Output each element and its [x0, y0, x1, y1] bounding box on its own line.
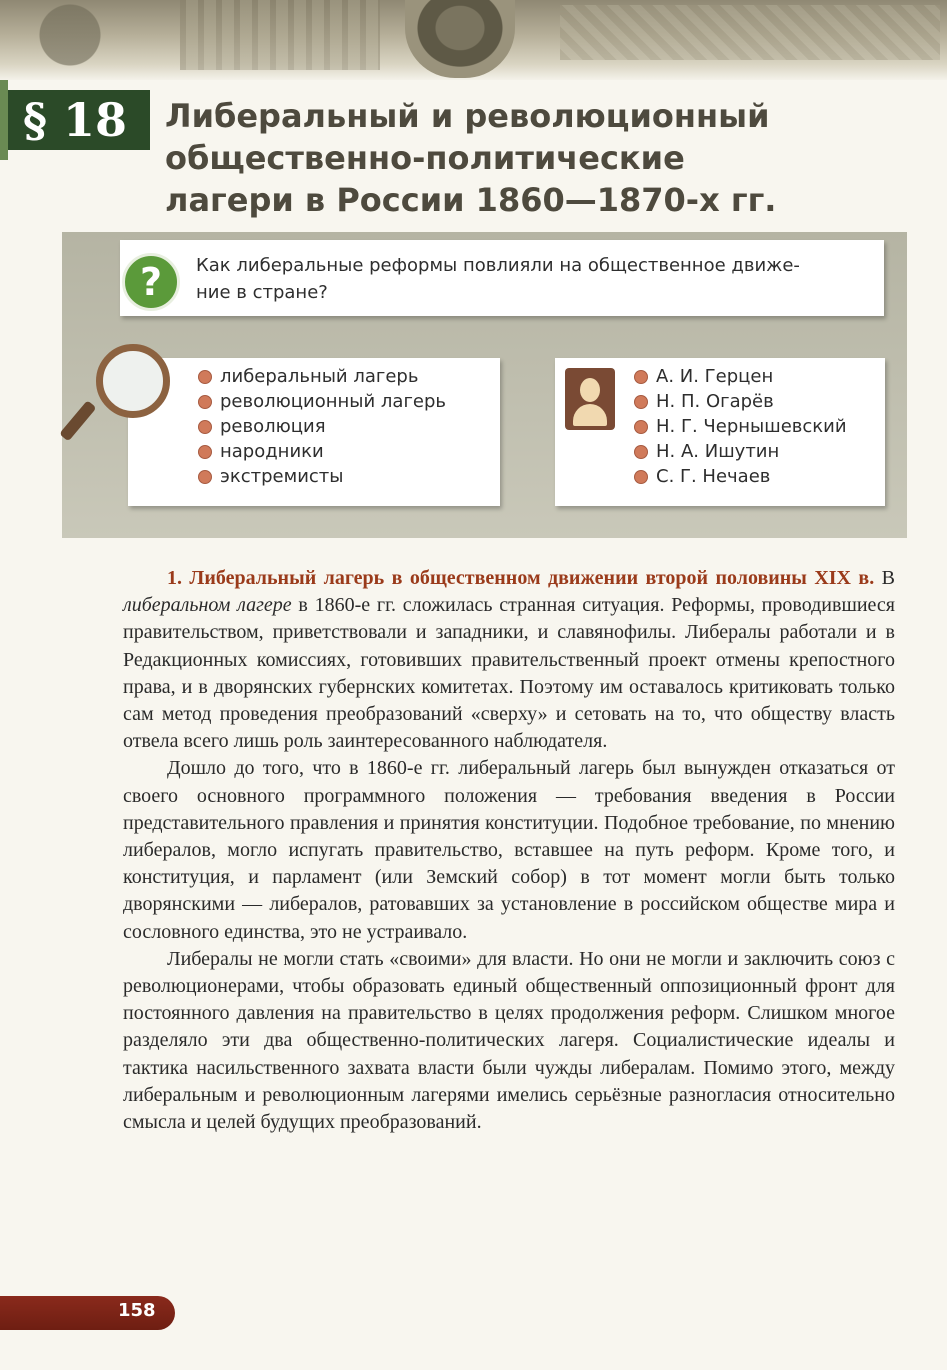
paragraph: Дошло до того, что в 1860-е гг. либеральный лагерь был вынужден отказаться от своего основного программного положения — требования введения в России представительного правления и принятия конституции. Подобное требование, по мнению либералов, могло испугать правительство, вставшее на путь реформ. Кроме того, и конституция, и парламент (или Земский собор) в тот момент могли быть только дворянскими — либералов, ратовавших за установление в российском обществе мира и сословного единства, это не устраивало. — [123, 757, 895, 943]
page-number: 158 — [118, 1300, 156, 1321]
question-text — [196, 252, 876, 306]
person-item: Н. А. Ишутин — [632, 439, 847, 464]
text-run: в 1860-е гг. сложилась странная ситуация. Реформы, проводившиеся правительством, приветствовали и западники, и славянофилы. Либералы работали и в Редакционных комиссиях, готовивших правительственный проект отмены крепостного права, и в дворянских губернских комитетах. Поэтому им оставалось критиковать только сам метод проведения преобразований «сверху» и сетовать на то, что обществу власть отвела всего лишь роль заинтересованного наблюдателя. — [123, 594, 895, 753]
banner-decoration — [560, 5, 940, 60]
title-line: общественно-политические — [165, 139, 685, 177]
italic-term: либеральном лагере — [123, 594, 292, 617]
person-silhouette-icon — [565, 368, 615, 430]
question-line: ние в стране? — [196, 282, 328, 303]
question-mark-icon: ? — [122, 253, 180, 311]
term-item: либеральный лагерь — [196, 364, 446, 389]
body-text — [123, 565, 895, 1136]
term-item: революция — [196, 414, 446, 439]
term-item: революционный лагерь — [196, 389, 446, 414]
term-item: экстремисты — [196, 464, 446, 489]
key-people-list — [632, 364, 847, 489]
banner-decoration — [0, 0, 140, 80]
banner-decoration — [180, 0, 380, 70]
paragraph: Либералы не могли стать «своими» для власти. Но они не могли и заключить союз с революционерами, чтобы образовать единый общественный оппозиционный фронт для постоянного давления на правительство в целях продолжения реформ. Слишком многое разделяло эти два общественно-политических лагеря. Социалистические идеалы и тактика насильственного захвата власти были чужды либералам. Помимо этого, между либеральным и революционным лагерями имелись серьёзные разногласия относительно смысла и целей будущих преобразований. — [123, 947, 895, 1134]
person-item: А. И. Герцен — [632, 364, 847, 389]
person-item: Н. П. Огарёв — [632, 389, 847, 414]
question-line: Как либеральные реформы повлияли на общественное движе- — [196, 255, 800, 276]
paragraph — [123, 565, 895, 755]
header-banner — [0, 0, 947, 80]
section-number: § 18 — [0, 90, 150, 150]
subsection-heading: 1. Либеральный лагерь в общественном движении второй половины XIX в. — [167, 567, 875, 589]
portrait-image — [405, 0, 515, 78]
page-title — [165, 95, 925, 221]
title-line: Либеральный и революционный — [165, 97, 770, 135]
text-run: В — [874, 567, 895, 589]
title-line: лагери в России 1860—1870-х гг. — [165, 181, 777, 219]
person-item: С. Г. Нечаев — [632, 464, 847, 489]
person-item: Н. Г. Чернышевский — [632, 414, 847, 439]
magnifier-icon — [96, 344, 170, 418]
key-terms-list — [196, 364, 446, 489]
term-item: народники — [196, 439, 446, 464]
